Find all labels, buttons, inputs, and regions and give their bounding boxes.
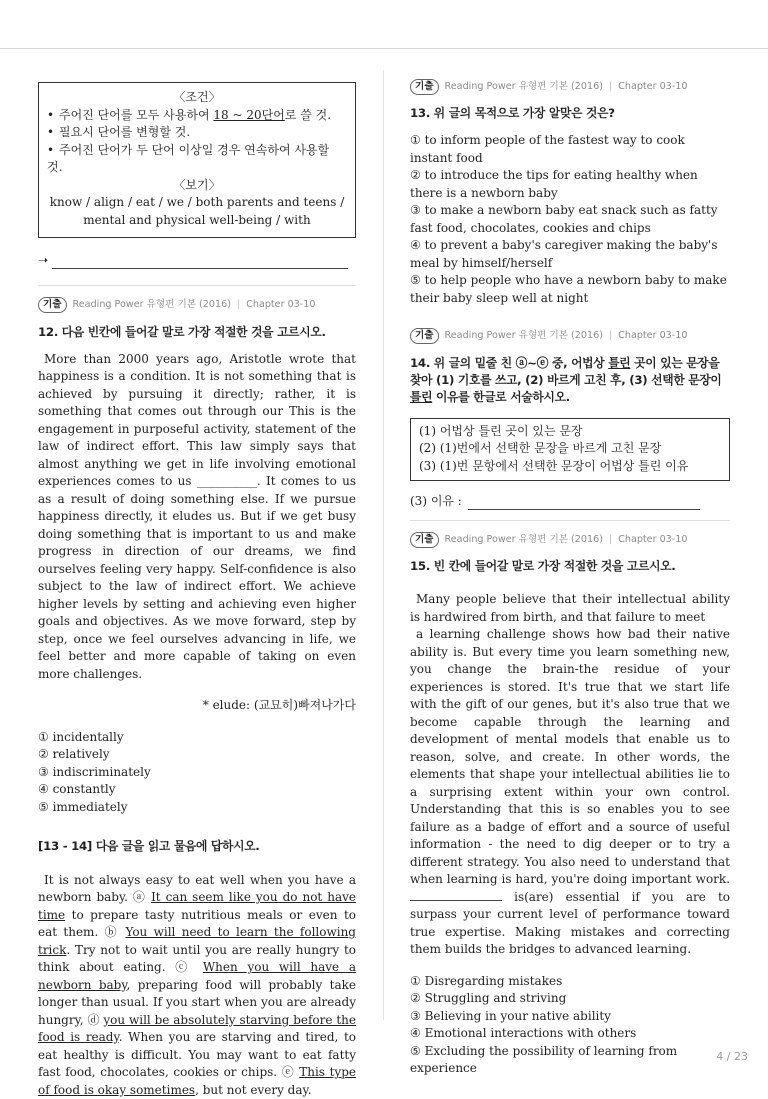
q12-title: 12. 다음 빈칸에 들어갈 말로 가장 적절한 것을 고르시오. <box>38 324 326 339</box>
condition-item-3: • 주어진 단어가 두 단어 이상일 경우 연속하여 사용할 것. <box>47 142 330 174</box>
example-words: know / align / eat / we / both parents and teens / mental and physical well-being / with <box>49 195 345 227</box>
example-header: 〈보기〉 <box>173 177 221 192</box>
source-line-q13 <box>410 78 730 95</box>
header-rule <box>0 48 768 49</box>
q14-reason-blank[interactable] <box>468 499 700 510</box>
q15-options <box>410 973 730 1078</box>
q12-option-5[interactable]: ⑤ immediately <box>38 799 128 814</box>
exam-tag: 기출 <box>38 297 67 313</box>
q14-box-line-2: (2) (1)번에서 선택한 문장을 바르게 고친 문장 <box>419 441 662 456</box>
source-book: Reading Power 유형편 기본 (2016) <box>72 299 231 311</box>
q15-option-1[interactable]: ① Disregarding mistakes <box>410 973 563 988</box>
underline-a: It can seem like you do not have time <box>38 890 356 922</box>
q13-option-3[interactable]: ③ to make a newborn baby eat snack such as fatty fast food, chocolates, cookies and chips <box>410 203 718 235</box>
exam-tag: 기출 <box>410 79 439 95</box>
column-divider <box>383 70 384 1020</box>
section-separator <box>410 520 730 521</box>
left-column <box>38 80 356 1099</box>
q14-title: 14. 위 글의 밑줄 친 ⓐ~ⓔ 중, 어법상 틀린 곳이 있는 문장을 찾아 (1) 기호를 쓰고, (2) 바르게 고친 후, (3) 선택한 문장이 틀린 이유를 한글로 서술하시오. <box>410 355 722 404</box>
source-chapter: Chapter 03-10 <box>246 299 316 311</box>
source-book: Reading Power 유형편 기본 (2016) <box>444 330 603 342</box>
answer-line <box>38 252 356 269</box>
right-column <box>410 78 730 1078</box>
q12-note: * elude: (교묘히)빠져나가다 <box>202 698 356 713</box>
separator: | <box>236 299 241 311</box>
source-line-q12 <box>38 296 356 313</box>
source-book: Reading Power 유형편 기본 (2016) <box>444 534 603 545</box>
q15-title: 15. 빈 칸에 들어갈 말로 가장 적절한 것을 고르시오. <box>410 559 676 574</box>
answer-blank[interactable] <box>52 258 348 269</box>
separator: | <box>608 534 613 545</box>
conditions-header: 〈조건〉 <box>173 90 221 104</box>
q13-option-2[interactable]: ② to introduce the tips for eating healthy when there is a newborn baby <box>410 168 698 200</box>
q12-option-2[interactable]: ② relatively <box>38 747 110 762</box>
underline-b: You will need to learn the following trick <box>38 925 356 957</box>
section-13-14-passage: It is not always easy to eat well when you have a newborn baby. ⓐ It can seem like you do not have time to prepare tasty nutritious meals or even to eat them. ⓑ You will need to learn the following trick. Try not to wait until you are really hungry to think about eating. ⓒ When you will have a newborn baby, preparing food will probably take longer than usual. If you start when you are already hungry, ⓓ you will be absolutely starving before the food is ready. When you are starving and tired, to eat healthy is difficult. You may want to eat fatty fast food, chocolates, cookies or chips. ⓔ This type of food is okay sometimes, but not every day. <box>38 872 356 1097</box>
arrow-icon: ➝ <box>38 253 49 267</box>
underline-e: This type of food is okay sometimes <box>38 1065 356 1097</box>
q13-options <box>410 132 730 307</box>
source-book: Reading Power 유형편 기본 (2016) <box>444 81 603 92</box>
q13-option-5[interactable]: ⑤ to help people who have a newborn baby to make their baby sleep well at night <box>410 273 727 305</box>
q12-option-4[interactable]: ④ constantly <box>38 782 116 797</box>
exam-tag: 기출 <box>410 328 439 344</box>
conditions-box <box>38 82 356 238</box>
section-separator <box>38 285 356 286</box>
source-chapter: Chapter 03-10 <box>618 534 688 545</box>
q15-option-5[interactable]: ⑤ Excluding the possibility of learning from experience <box>410 1043 678 1076</box>
q12-option-3[interactable]: ③ indiscriminately <box>38 764 151 779</box>
q15-blank[interactable] <box>410 889 502 901</box>
q14-reason-row <box>410 493 730 510</box>
q14-box-line-1: (1) 어법상 틀린 곳이 있는 문장 <box>419 423 583 438</box>
separator: | <box>608 330 613 342</box>
q13-title: 13. 위 글의 목적으로 가장 알맞은 것은? <box>410 106 615 121</box>
condition-item-1: • 주어진 단어를 모두 사용하여 18 ~ 20단어로 쓸 것. <box>47 107 332 122</box>
q12-passage: More than 2000 years ago, Aristotle wrote that happiness is a condition. It is not something that is achieved by pursuing it directly; rather, it is something that comes out through our This is the engagement in purposeful activity, statement of the law of indirect effort. This law simply says that almost anything we get in life involving emotional experiences comes to us __________. It comes to us as a result of doing something else. If we pursue happiness directly, it eludes us. But if we get busy doing something that is important to us and make progress in direction of our dreams, we find ourselves feeling very happy. Self-confidence is also subject to the law of indirect effort. We achieve higher levels by setting and achieving even higher goals and objectives. As we move forward, step by step, once we feel ourselves advancing in life, we feel better and more capable of taking on even more challenges. <box>38 351 356 681</box>
separator: | <box>608 81 613 92</box>
section-13-14-heading: [13 - 14] 다음 글을 읽고 물음에 답하시오. <box>38 839 260 854</box>
q15-option-3[interactable]: ③ Believing in your native ability <box>410 1008 611 1023</box>
q14-instructions-box <box>410 418 730 481</box>
page-number: 4 / 23 <box>716 1050 748 1063</box>
q12-option-1[interactable]: ① incidentally <box>38 729 124 744</box>
exam-tag: 기출 <box>410 532 439 548</box>
q13-option-1[interactable]: ① to inform people of the fastest way to cook instant food <box>410 133 685 165</box>
q13-option-4[interactable]: ④ to prevent a baby's caregiver making the baby's meal by himself/herself <box>410 238 718 270</box>
condition-item-2: • 필요시 단어를 변형할 것. <box>47 125 191 139</box>
q14-reason-label: (3) 이유 : <box>410 493 462 508</box>
source-chapter: Chapter 03-10 <box>618 330 688 342</box>
source-line-q15 <box>410 531 730 548</box>
source-line-q14 <box>410 327 730 344</box>
q15-option-4[interactable]: ④ Emotional interactions with others <box>410 1026 637 1041</box>
source-chapter: Chapter 03-10 <box>618 81 688 92</box>
underline-c: When you will have a newborn baby <box>38 960 356 992</box>
q15-passage: Many people believe that their intellectual ability is hardwired from birth, and that failure to meet a learning challenge shows how bad their native ability is. But every time you learn something new, you change the brain-the residue of your experiences is stored. It's true that we start life with the gift of our genes, but it's also true that we become capable through the learning and development of mental models that enable us to reason, solve, and create. In other words, the elements that shape your intellectual abilities lie to a surprising extent within your own control. Understanding that this is so enables you to see failure as a badge of effort and a source of useful information - the need to dig deeper or to try a different strategy. You also need to understand that when learning is hard, you're doing important work. is(are) essential if you are to surpass your current level of performance toward true expertise. Making mistakes and correcting them builds the bridges to advanced learning. <box>410 592 730 957</box>
q12-options <box>38 729 356 817</box>
q15-option-2[interactable]: ② Struggling and striving <box>410 991 567 1006</box>
q14-box-line-3: (3) (1)번 문항에서 선택한 문장이 어법상 틀린 이유 <box>419 459 689 473</box>
underline-d: you will be absolutely starving before the food is ready <box>38 1012 356 1045</box>
